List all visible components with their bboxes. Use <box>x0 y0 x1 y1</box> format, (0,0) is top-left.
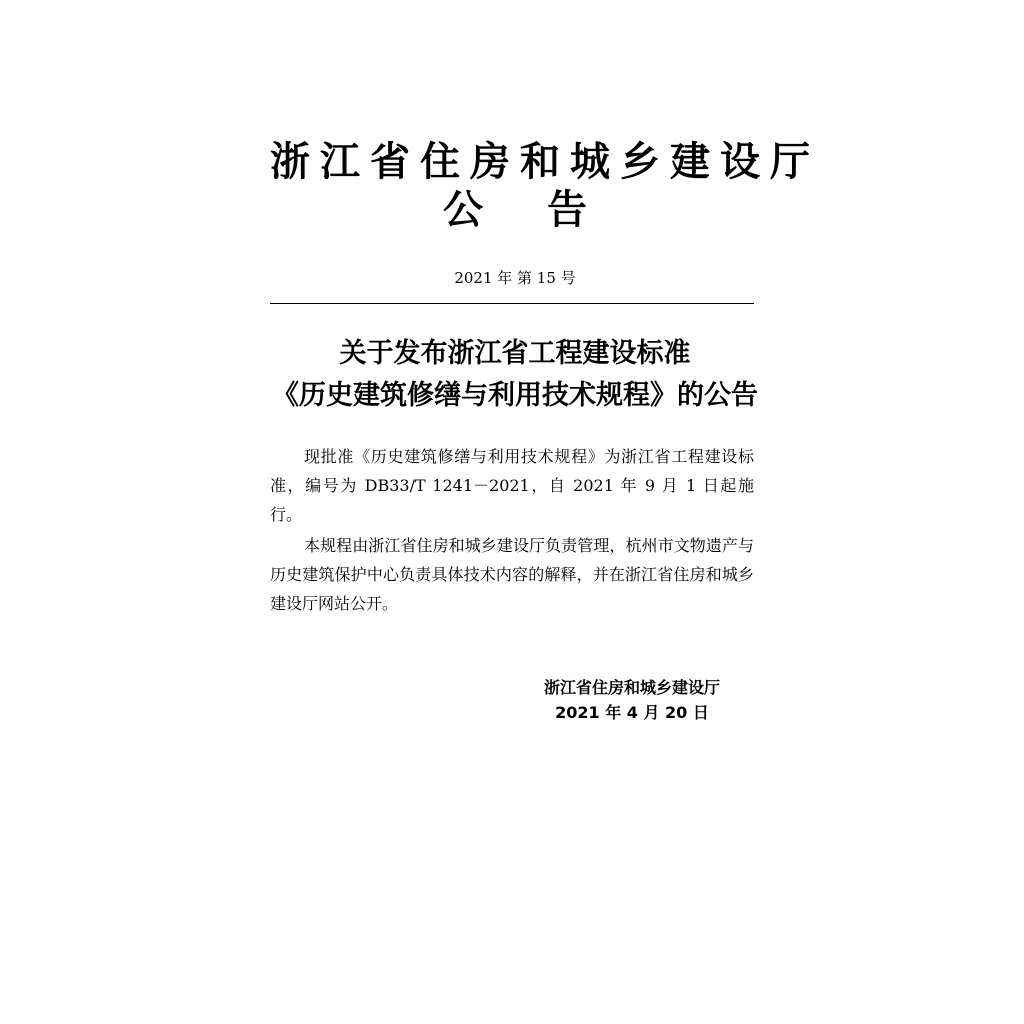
signature-date: 2021 年 4 月 20 日 <box>555 703 709 722</box>
document-number: 2021 年 第 15 号 <box>454 269 576 287</box>
header-divider <box>270 303 754 304</box>
document-type: 公告 <box>443 186 651 233</box>
body-paragraph-management: 本规程由浙江省住房和城乡建设厅负责管理，杭州市文物遗产与历史建筑保护中心负责具体技术内容的解释，并在浙江省住房和城乡建设厅网站公开。 <box>270 536 754 613</box>
body-paragraph-approval: 现批准《历史建筑修缮与利用技术规程》为浙江省工程建设标准，编号为 DB33/T 1241－2021，自 2021 年 9 月 1 日起施行。 <box>270 447 754 524</box>
notice-heading-line1: 关于发布浙江省工程建设标准 <box>339 338 691 369</box>
issuer-title: 浙江省住房和城乡建设厅 <box>270 138 820 185</box>
notice-heading-line2: 《历史建筑修缮与利用技术规程》的公告 <box>272 380 758 411</box>
signature-organization: 浙江省住房和城乡建设厅 <box>543 678 720 697</box>
